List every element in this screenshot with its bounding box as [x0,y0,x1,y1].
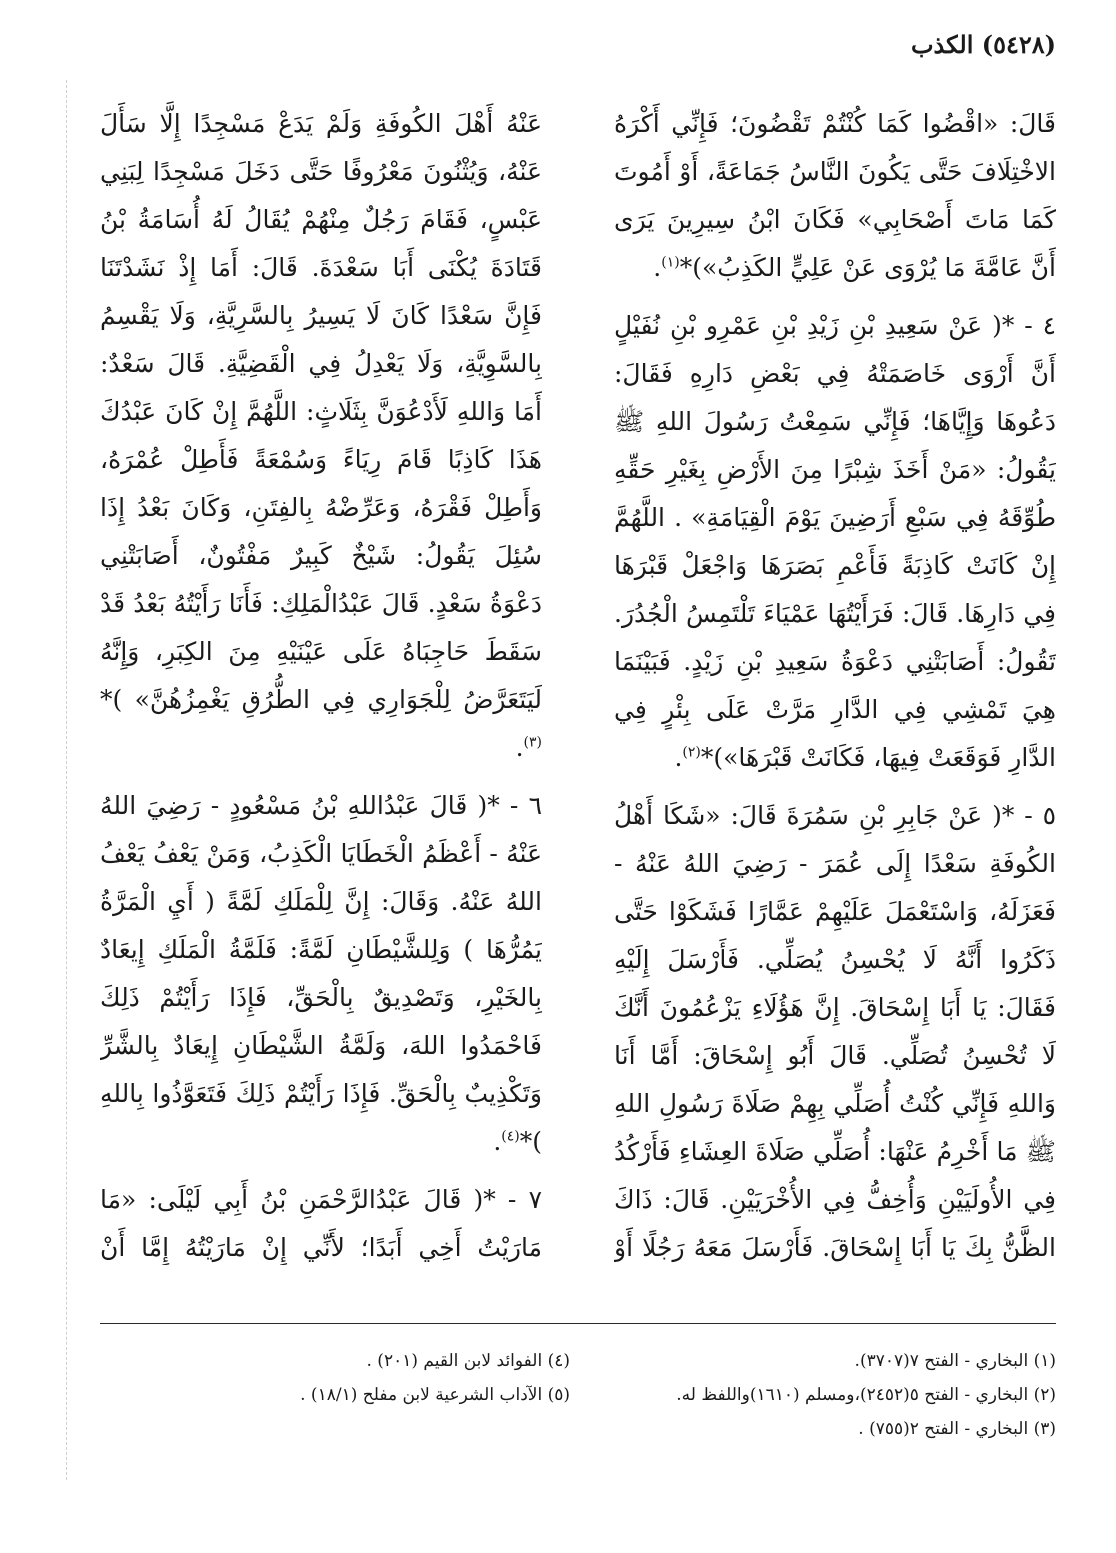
footnote-ref: (١) [661,254,680,271]
footnotes-left [100,1344,570,1474]
right-column [614,100,1056,1265]
footnotes-right [586,1344,1056,1474]
footnote: (٢) البخاري - الفتح ٥(٢٤٥٢)،ومسلم (١٦١٠)واللفظ له. [676,1385,1056,1405]
paragraph: قَالَ: «اقْضُوا كَمَا كُنْتُمْ تَقْضُونَ؛ فَإِنِّي أَكْرَهُ الاخْتِلَافَ حَتَّى يَكُونَ النَّاسُ جَمَاعَةً، أَوْ أَمُوتَ كَمَا مَاتَ أَصْحَابِي» فَكَانَ ابْنُ سِيرِينَ يَرَى أَنَّ عَامَّةَ مَا يُرْوَى عَنْ عَلِيٍّ الكَذِبُ»)*$^{(١)}$. [614,109,1056,282]
page-title: (٥٤٢٨) الكذب [910,30,1056,59]
paragraph: عَنْهُ أَهْلَ الكُوفَةِ وَلَمْ يَدَعْ مَسْجِدًا إِلَّا سَأَلَ عَنْهُ، وَيُثْنُونَ مَعْرُوفًا حَتَّى دَخَلَ مَسْجِدًا لِبَنِي عَبْسٍ، فَقَامَ رَجُلٌ مِنْهُمْ يُقَالُ لَهُ أُسَامَةُ بْنُ قَتَادَةَ يُكْنَى أَبَا سَعْدَةَ. قَالَ: أَمَا إِذْ نَشَدْتَنَا فَإِنَّ سَعْدًا كَانَ لَا يَسِيرُ بِالسَّرِيَّةِ، وَلَا يَقْسِمُ بِالسَّوِيَّةِ، وَلَا يَعْدِلُ فِي الْقَضِيَّةِ. قَالَ سَعْدٌ: أَمَا وَاللهِ لَأَدْعُوَنَّ بِثَلَاثٍ: اللَّهُمَّ إِنْ كَانَ عَبْدُكَ هَذَا كَاذِبًا قَامَ رِيَاءً وَسُمْعَةً فَأَطِلْ عُمْرَهُ، وَأَطِلْ فَقْرَهُ، وَعَرِّضْهُ بِالفِتَنِ، وَكَانَ بَعْدُ إِذَا سُئِلَ يَقُولُ: شَيْخٌ كَبِيرٌ مَفْتُونٌ، أَصَابَتْنِي دَعْوَةُ سَعْدٍ. قَالَ عَبْدُالْمَلِكِ: فَأَنَا رَأَيْتُهُ بَعْدُ قَدْ سَقَطَ حَاجِبَاهُ عَلَى عَيْنَيْهِ مِنَ الكِبَرِ، وَإِنَّهُ لَيَتَعَرَّضُ لِلْجَوَارِي فِي الطُّرُقِ يَغْمِزُهُنَّ» )*$^{(٣)}$. [100,109,542,762]
footnote: (٣) البخاري - الفتح ٢(٧٥٥) . [858,1419,1056,1439]
page-header [911,30,1056,59]
paragraph: ٥ - *( عَنْ جَابِرِ بْنِ سَمُرَةَ قَالَ: «شَكَا أَهْلُ الكُوفَةِ سَعْدًا إِلَى عُمَرَ - رَضِيَ اللهُ عَنْهُ - فَعَزَلَهُ، وَاسْتَعْمَلَ عَلَيْهِمْ عَمَّارًا فَشَكَوْا حَتَّى ذَكَرُوا أَنَّهُ لَا يُحْسِنُ يُصَلِّي. فَأَرْسَلَ إِلَيْهِ فَقَالَ: يَا أَبَا إِسْحَاقَ. إِنَّ هَؤُلَاءِ يَزْعُمُونَ أَنَّكَ لَا تُحْسِنُ تُصَلِّي. قَالَ أَبُو إِسْحَاقَ: أَمَّا أَنَا وَاللهِ فَإِنِّي كُنْتُ أُصَلِّي بِهِمْ صَلَاةَ رَسُولِ اللهِ ﷺ مَا أَخْرِمُ عَنْهَا: أُصَلِّي صَلَاةَ العِشَاءِ فَأَرْكُدُ فِي الأُولَيَيْنِ وَأُخِفُّ فِي الأُخْرَيَيْنِ. قَالَ: ذَاكَ الظَّنُّ بِكَ يَا أَبَا إِسْحَاقَ. فَأَرْسَلَ مَعَهُ رَجُلًا أَوْ [614,801,1056,1262]
footnotes [100,1344,1056,1474]
footnote-ref: (٤) [501,1128,520,1145]
footnote: (٤) الفوائد لابن القيم (٢٠١) . [366,1351,570,1371]
paragraph: ٤ - *( عَنْ سَعِيدِ بْنِ زَيْدِ بْنِ عَمْرِو بْنِ نُفَيْلٍ أَنَّ أَرْوَى خَاصَمَتْهُ فِي بَعْضِ دَارِهِ فَقَالَ: دَعُوهَا وَإِيَّاهَا؛ فَإِنِّي سَمِعْتُ رَسُولَ اللهِ ﷺ يَقُولُ: «مَنْ أَخَذَ شِبْرًا مِنَ الأَرْضِ بِغَيْرِ حَقِّهِ طُوِّقَهُ فِي سَبْعِ أَرَضِينَ يَوْمَ الْقِيَامَةِ» . اللَّهُمَّ إِنْ كَانَتْ كَاذِبَةً فَأَعْمِ بَصَرَهَا وَاجْعَلْ قَبْرَهَا فِي دَارِهَا. قَالَ: فَرَأَيْتُهَا عَمْيَاءَ تَلْتَمِسُ الْجُدُرَ. تَقُولُ: أَصَابَتْنِي دَعْوَةُ سَعِيدِ بْنِ زَيْدٍ. فَبَيْنَمَا هِيَ تَمْشِي فِي الدَّارِ مَرَّتْ عَلَى بِئْرٍ فِي الدَّارِ فَوَقَعَتْ فِيهَا، فَكَانَتْ قَبْرَهَا»)*$^{(٢)}$. [614,311,1056,772]
binding-margin-line [66,80,67,1480]
footnote: (٥) الآداب الشرعية لابن مفلح (١٨/١) . [300,1385,570,1405]
paragraph: ٧ - *( قَالَ عَبْدُالرَّحْمَنِ بْنُ أَبِي لَيْلَى: «مَا مَارَيْتُ أَخِي أَبَدًا؛ لأَنِّي إِنْ مَارَيْتُهُ إِمَّا أَنْ [100,1185,542,1262]
body-columns [100,100,1056,1265]
footnote-divider [100,1323,1056,1324]
left-column [100,100,542,1265]
paragraph: ٦ - *( قَالَ عَبْدُاللهِ بْنُ مَسْعُودٍ - رَضِيَ اللهُ عَنْهُ - أَعْظَمُ الْخَطَايَا الْكَذِبُ، وَمَنْ يَعْفُ يَعْفُ اللهُ عَنْهُ. وَقَالَ: إِنَّ لِلْمَلَكِ لَمَّةً ( أَيِ الْمَرَّةُ يَمُرُّهَا ) وَلِلشَّيْطَانِ لَمَّةً: فَلَمَّةُ الْمَلَكِ إِيعَادٌ بِالخَيْرِ، وَتَصْدِيقٌ بِالْحَقِّ، فَإِذَا رَأَيْتُمْ ذَلِكَ فَاحْمَدُوا اللهَ، وَلَمَّةُ الشَّيْطَانِ إِيعَادٌ بِالشَّرِّ وَتَكْذِيبٌ بِالْحَقِّ. فَإِذَا رَأَيْتُمْ ذَلِكَ فَتَعَوَّذُوا بِاللهِ )*$^{(٤)}$. [100,791,542,1156]
footnote-ref: (٣) [523,734,542,751]
footnote: (١) البخاري - الفتح ٧(٣٧٠٧). [854,1351,1056,1371]
footnote-ref: (٢) [682,744,701,761]
